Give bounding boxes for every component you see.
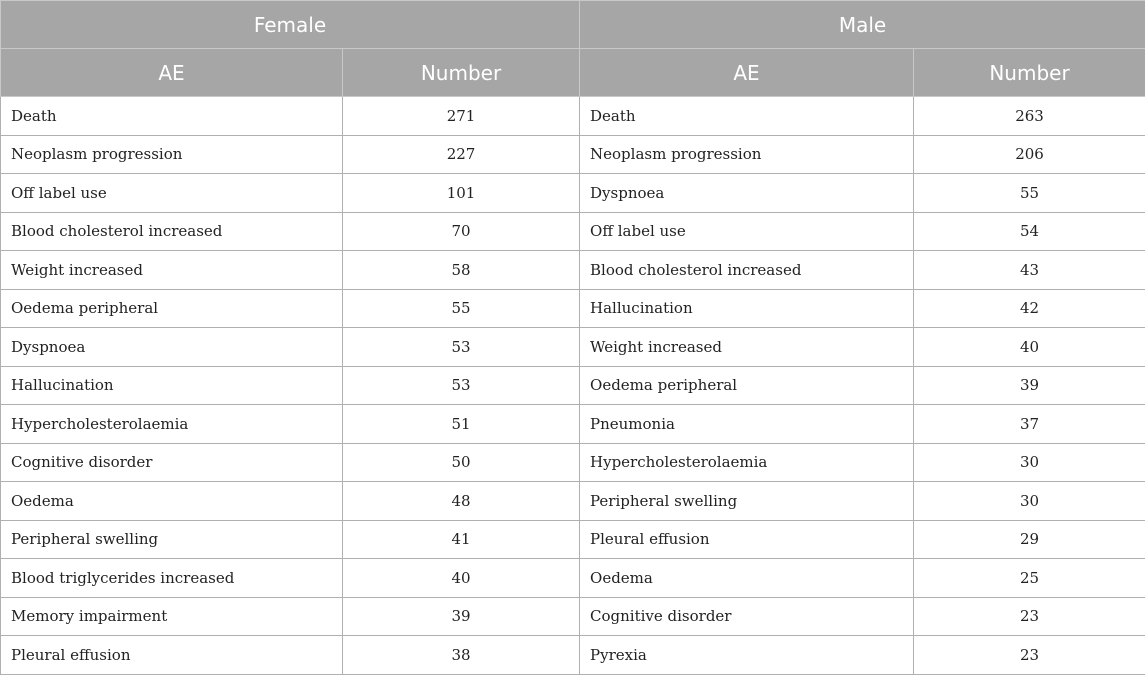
female-number-cell: 70 [343,212,580,251]
column-header-female-number: Number [343,49,580,97]
column-header-male-ae: AE [580,49,914,97]
group-header-row [1,1,1145,49]
female-ae-cell: Hypercholesterolaemia [1,405,343,444]
male-number-cell: 42 [914,289,1145,328]
male-ae-cell: Dyspnoea [580,174,914,213]
male-ae-cell: Neoplasm progression [580,135,914,174]
male-number-cell: 37 [914,405,1145,444]
table-body [1,97,1145,675]
table-row [1,366,1145,405]
female-ae-cell: Hallucination [1,366,343,405]
male-number-cell: 23 [914,597,1145,636]
male-ae-cell: Off label use [580,212,914,251]
female-ae-cell: Dyspnoea [1,328,343,367]
female-ae-cell: Memory impairment [1,597,343,636]
table-row [1,482,1145,521]
table-row [1,174,1145,213]
table-row [1,636,1145,675]
female-number-cell: 38 [343,636,580,675]
female-number-cell: 271 [343,97,580,136]
male-ae-cell: Pneumonia [580,405,914,444]
female-ae-cell: Oedema peripheral [1,289,343,328]
female-ae-cell: Peripheral swelling [1,520,343,559]
column-header-row [1,49,1145,97]
female-ae-cell: Oedema [1,482,343,521]
female-number-cell: 101 [343,174,580,213]
table-row [1,251,1145,290]
table-row [1,559,1145,598]
male-ae-cell: Death [580,97,914,136]
female-number-cell: 58 [343,251,580,290]
female-ae-cell: Death [1,97,343,136]
male-number-cell: 30 [914,443,1145,482]
table-row [1,443,1145,482]
female-ae-cell: Pleural effusion [1,636,343,675]
column-header-male-number: Number [914,49,1145,97]
male-ae-cell: Cognitive disorder [580,597,914,636]
female-ae-cell: Off label use [1,174,343,213]
female-number-cell: 39 [343,597,580,636]
male-ae-cell: Weight increased [580,328,914,367]
female-ae-cell: Cognitive disorder [1,443,343,482]
male-ae-cell: Pleural effusion [580,520,914,559]
table-row [1,405,1145,444]
male-ae-cell: Pyrexia [580,636,914,675]
male-number-cell: 40 [914,328,1145,367]
female-number-cell: 50 [343,443,580,482]
female-number-cell: 41 [343,520,580,559]
table-row [1,328,1145,367]
table-row [1,97,1145,136]
male-ae-cell: Hallucination [580,289,914,328]
male-number-cell: 43 [914,251,1145,290]
male-ae-cell: Hypercholesterolaemia [580,443,914,482]
male-number-cell: 39 [914,366,1145,405]
male-number-cell: 206 [914,135,1145,174]
table-row [1,520,1145,559]
male-number-cell: 263 [914,97,1145,136]
female-ae-cell: Blood cholesterol increased [1,212,343,251]
female-ae-cell: Neoplasm progression [1,135,343,174]
group-header-female: Female [1,1,580,49]
male-ae-cell: Blood cholesterol increased [580,251,914,290]
female-number-cell: 227 [343,135,580,174]
female-number-cell: 53 [343,328,580,367]
female-ae-cell: Blood triglycerides increased [1,559,343,598]
female-number-cell: 48 [343,482,580,521]
male-number-cell: 23 [914,636,1145,675]
male-number-cell: 29 [914,520,1145,559]
male-ae-cell: Peripheral swelling [580,482,914,521]
male-number-cell: 55 [914,174,1145,213]
male-number-cell: 30 [914,482,1145,521]
group-header-male: Male [580,1,1145,49]
male-ae-cell: Oedema [580,559,914,598]
table-row [1,597,1145,636]
female-number-cell: 55 [343,289,580,328]
table-row [1,289,1145,328]
female-ae-cell: Weight increased [1,251,343,290]
male-number-cell: 25 [914,559,1145,598]
table-row [1,212,1145,251]
column-header-female-ae: AE [1,49,343,97]
male-number-cell: 54 [914,212,1145,251]
female-number-cell: 51 [343,405,580,444]
male-ae-cell: Oedema peripheral [580,366,914,405]
female-number-cell: 53 [343,366,580,405]
female-number-cell: 40 [343,559,580,598]
table-row [1,135,1145,174]
